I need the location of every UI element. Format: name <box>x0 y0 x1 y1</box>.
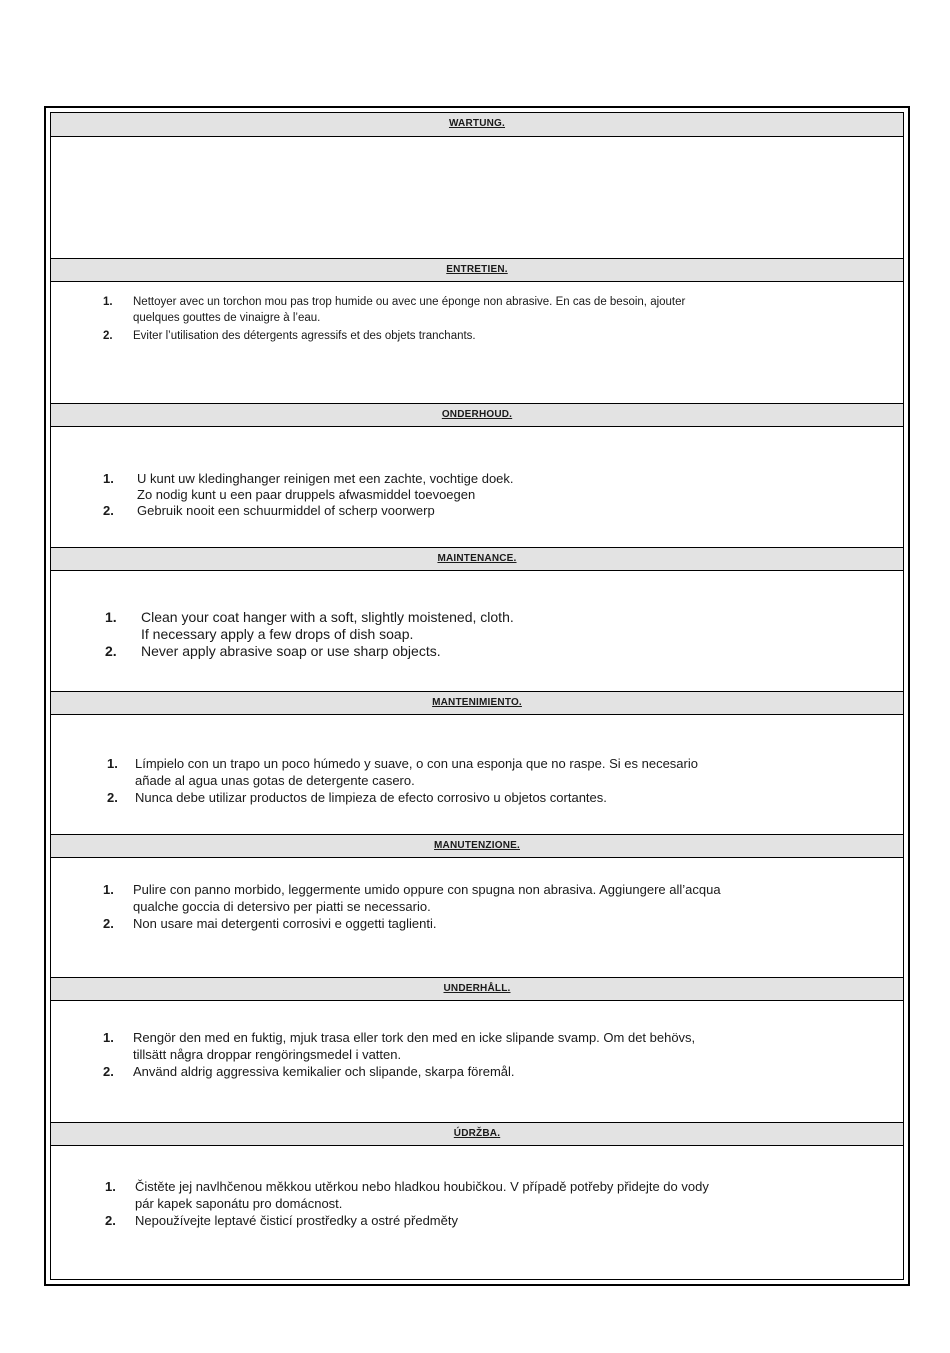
item-number: 2. <box>103 1064 114 1079</box>
section-mantenimiento <box>51 691 903 834</box>
item-number: 2. <box>105 643 117 659</box>
instruction-list <box>103 1029 843 1080</box>
list-item <box>103 471 853 503</box>
list-item <box>105 1178 853 1212</box>
item-number: 1. <box>107 756 118 771</box>
item-text: Nettoyer avec un torchon mou pas trop humide ou avec une éponge non abrasive. En cas de besoin, ajouter <box>133 296 686 308</box>
item-text-cont: If necessary apply a few drops of dish soap. <box>141 626 414 642</box>
section-heading: ÚDRŽBA. <box>51 1122 903 1146</box>
instruction-list <box>107 755 819 806</box>
item-number: 2. <box>107 790 118 805</box>
section-udrzba <box>51 1122 903 1283</box>
item-number: 2. <box>103 330 113 342</box>
list-item <box>103 915 843 932</box>
table-inner <box>50 112 904 1280</box>
item-text-cont: Zo nodig kunt u een paar druppels afwasmiddel toevoegen <box>137 487 476 502</box>
item-number: 2. <box>103 503 114 518</box>
item-text: Nunca debe utilizar productos de limpieza de efecto corrosivo u objetos cortantes. <box>135 790 607 805</box>
section-manutenzione <box>51 834 903 977</box>
item-number: 1. <box>103 471 114 486</box>
item-text: Gebruik nooit een schuurmiddel of scherp voorwerp <box>137 503 435 518</box>
section-heading: ENTRETIEN. <box>51 258 903 282</box>
section-heading: MANUTENZIONE. <box>51 834 903 858</box>
item-number: 2. <box>105 1213 116 1228</box>
section-heading: WARTUNG. <box>51 113 903 137</box>
item-text: Använd aldrig aggressiva kemikalier och slipande, skarpa föremål. <box>133 1064 515 1079</box>
section-underhall <box>51 977 903 1122</box>
instruction-list <box>103 471 853 519</box>
item-text-cont: añade al agua unas gotas de detergente casero. <box>135 773 415 788</box>
item-number: 1. <box>103 1030 114 1045</box>
item-number: 1. <box>103 882 114 897</box>
item-text: Pulire con panno morbido, leggermente umido oppure con spugna non abrasiva. Aggiungere all’acqua <box>133 882 721 897</box>
section-maintenance <box>51 547 903 691</box>
instruction-list <box>105 609 853 660</box>
list-item <box>103 328 853 344</box>
section-heading: UNDERHÅLL. <box>51 977 903 1001</box>
section-heading: ONDERHOUD. <box>51 403 903 427</box>
list-item <box>103 294 853 326</box>
list-item <box>103 881 843 915</box>
item-number: 1. <box>105 609 117 625</box>
instruction-list <box>103 294 853 344</box>
section-onderhoud <box>51 403 903 547</box>
list-item <box>107 755 819 789</box>
maintenance-table <box>44 106 910 1286</box>
item-text: Non usare mai detergenti corrosivi e oggetti taglienti. <box>133 916 437 931</box>
item-text: Eviter l’utilisation des détergents agressifs et des objets tranchants. <box>133 330 476 342</box>
section-heading: MAINTENANCE. <box>51 547 903 571</box>
item-text-cont: tillsätt några droppar rengöringsmedel i vatten. <box>133 1047 402 1062</box>
item-text: Never apply abrasive soap or use sharp objects. <box>141 643 441 659</box>
item-text-cont: qualche goccia di detersivo per piatti se necessario. <box>133 899 431 914</box>
section-wartung <box>51 113 903 258</box>
item-text: Clean your coat hanger with a soft, slightly moistened, cloth. <box>141 609 514 625</box>
item-text: Rengör den med en fuktig, mjuk trasa eller tork den med en icke slipande svamp. Om det behövs, <box>133 1030 696 1045</box>
item-text-cont: pár kapek saponátu pro domácnost. <box>135 1196 343 1211</box>
list-item <box>103 1063 843 1080</box>
list-item <box>103 1029 843 1063</box>
item-text: Čistěte jej navlhčenou měkkou utěrkou nebo hladkou houbičkou. V případě potřeby přidejte do vody <box>135 1179 709 1194</box>
instruction-list <box>105 1178 853 1229</box>
item-text: U kunt uw kledinghanger reinigen met een zachte, vochtige doek. <box>137 471 514 486</box>
section-entretien <box>51 258 903 403</box>
item-number: 2. <box>103 916 114 931</box>
item-text: Límpielo con un trapo un poco húmedo y suave, o con una esponja que no raspe. Si es necesario <box>135 756 698 771</box>
list-item <box>107 789 819 806</box>
item-text-cont: quelques gouttes de vinaigre à l’eau. <box>133 312 321 324</box>
list-item <box>103 503 853 519</box>
section-heading: MANTENIMIENTO. <box>51 691 903 715</box>
item-text: Nepoužívejte leptavé čisticí prostředky a ostré předměty <box>135 1213 458 1228</box>
item-number: 1. <box>105 1179 116 1194</box>
item-number: 1. <box>103 296 113 308</box>
instruction-list <box>103 881 843 932</box>
list-item <box>105 1212 853 1229</box>
list-item <box>105 609 853 643</box>
list-item <box>105 643 853 660</box>
